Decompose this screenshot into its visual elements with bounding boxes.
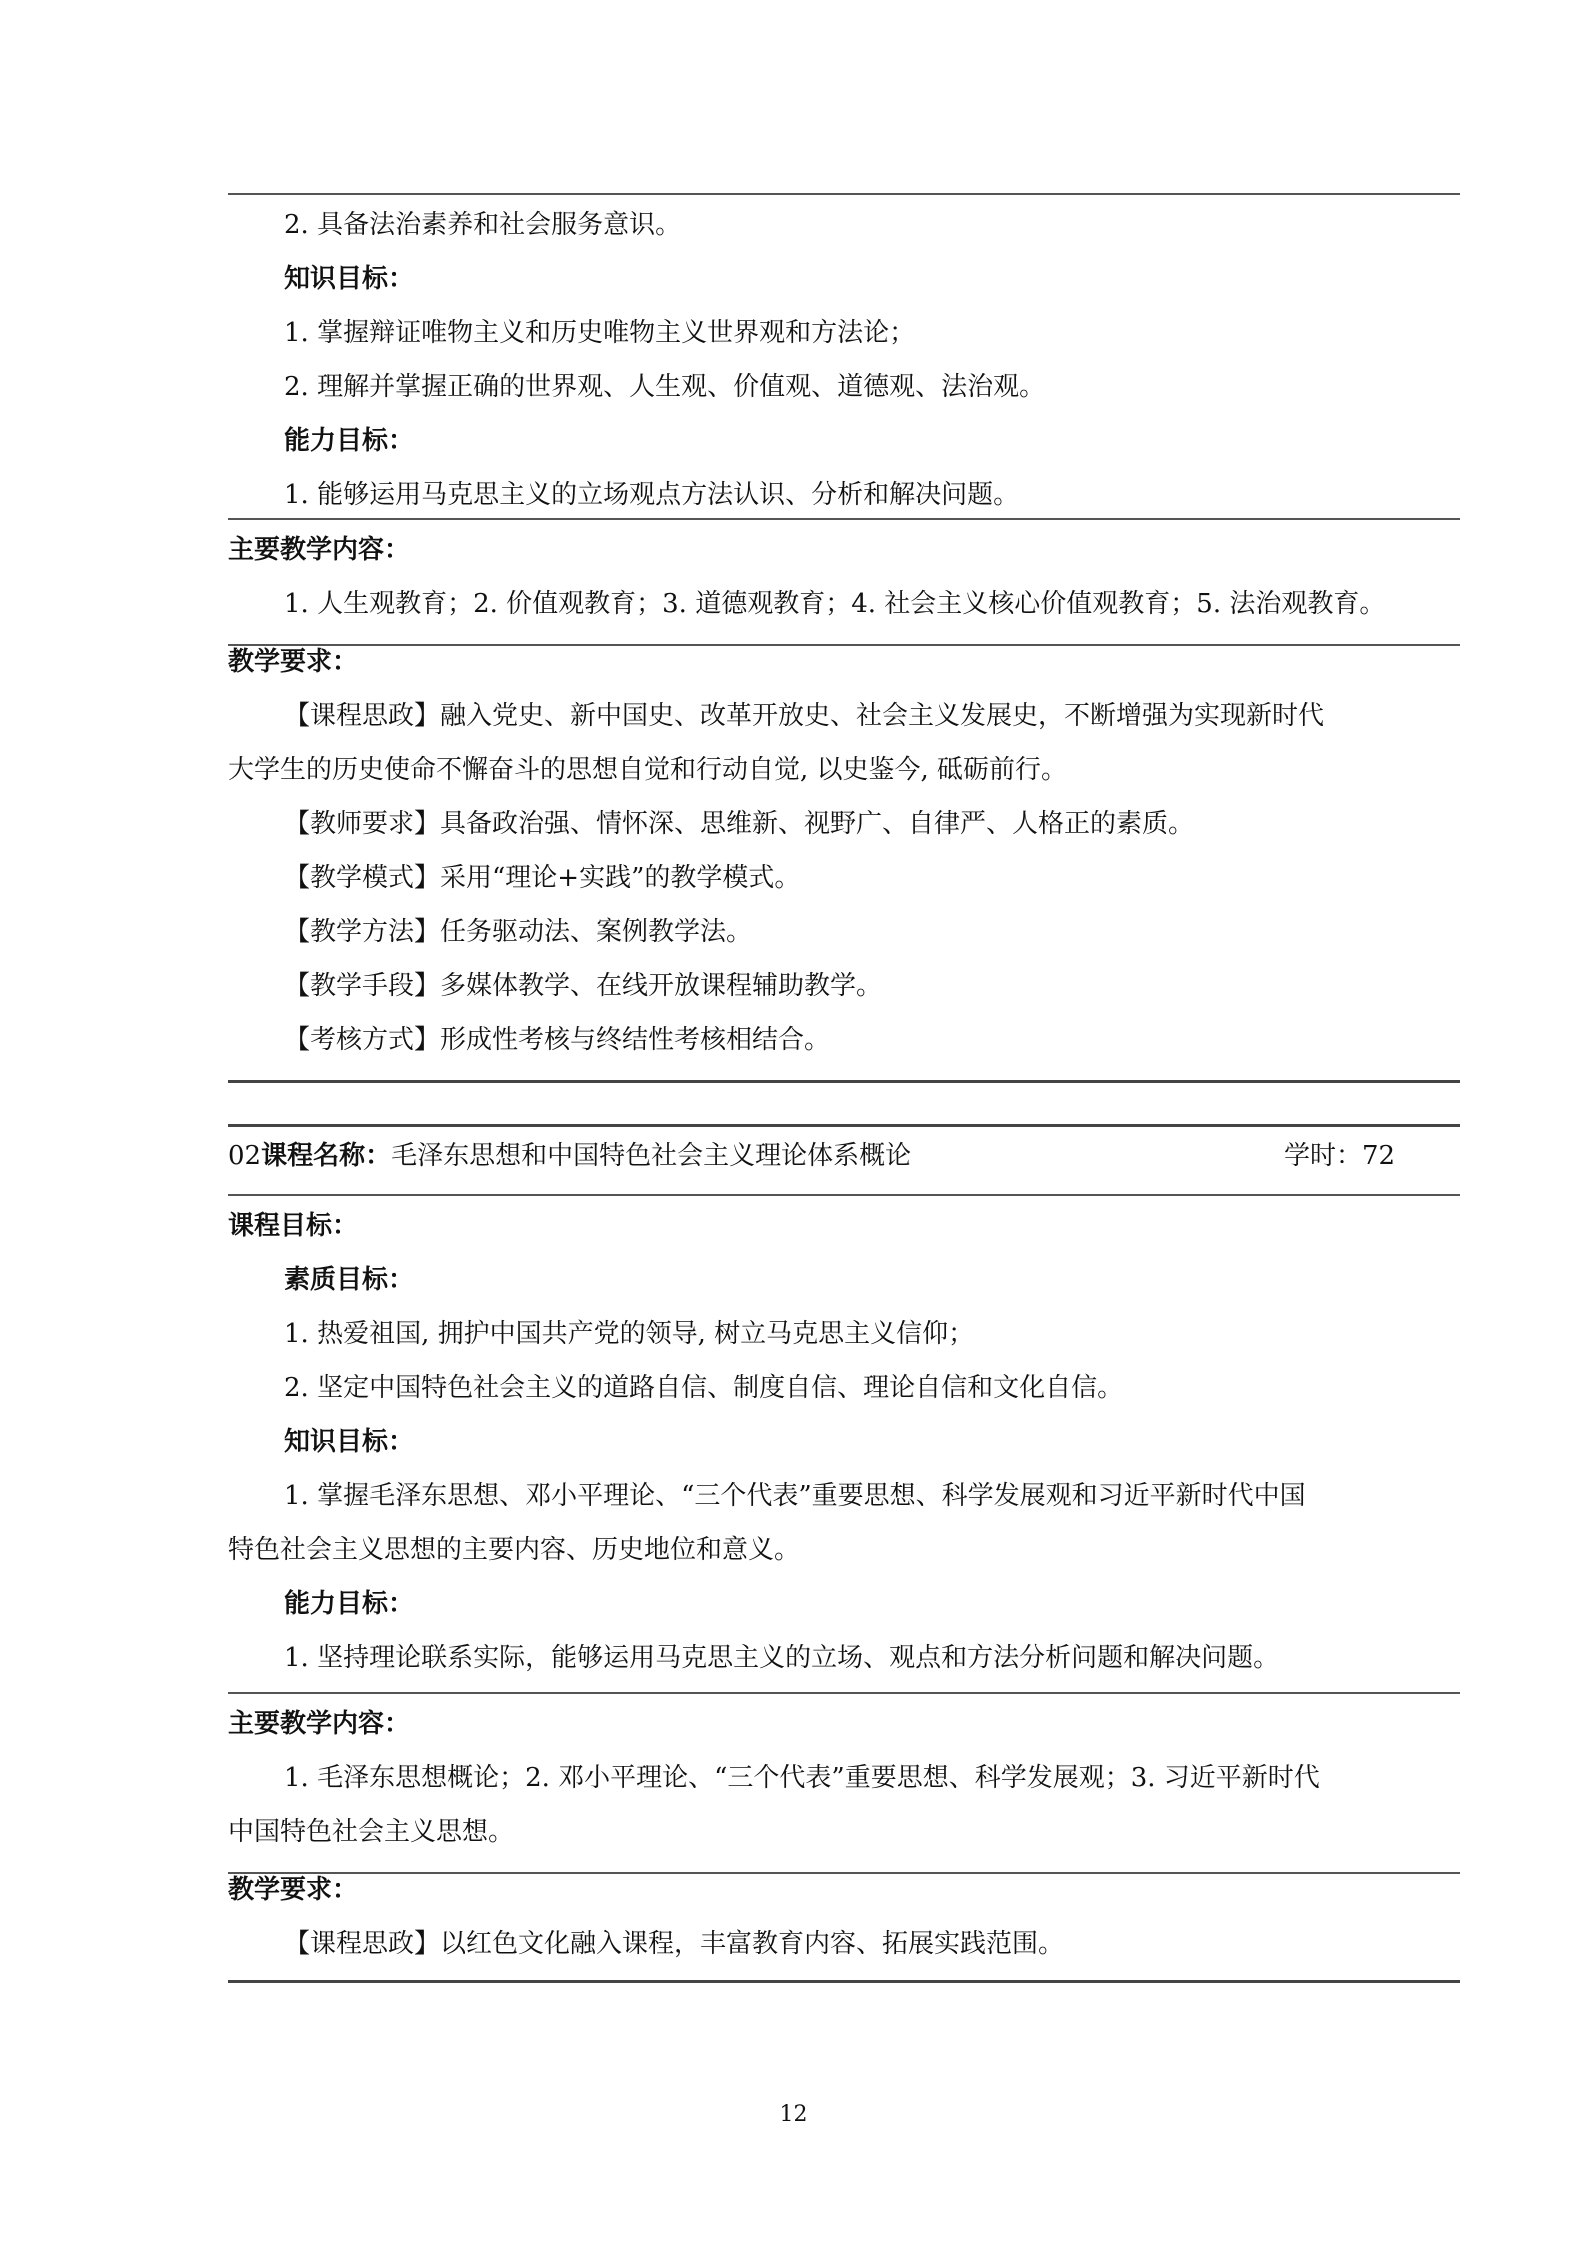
section-divider xyxy=(228,1692,1460,1694)
quality-goal-item: 1. 热爱祖国, 拥护中国共产党的领导, 树立马克思主义信仰； xyxy=(284,1319,975,1349)
ideology-requirement: 【课程思政】融入党史、新中国史、改革开放史、社会主义发展史，不断增强为实现新时代 xyxy=(284,701,1325,731)
main-content-text: 1. 人生观教育；2. 价值观教育；3. 道德观教育；4. 社会主义核心价值观教育；5. 法治观教育。 xyxy=(284,589,1386,619)
knowledge-goal-item: 2. 理解并掌握正确的世界观、人生观、价值观、道德观、法治观。 xyxy=(284,372,1046,402)
table-bottom-border xyxy=(228,1980,1460,1983)
section-divider xyxy=(228,1194,1460,1196)
knowledge-goal-item: 1. 掌握毛泽东思想、邓小平理论、“三个代表”重要思想、科学发展观和习近平新时代中国 xyxy=(284,1481,1306,1511)
teaching-requirements-heading: 教学要求： xyxy=(228,647,359,677)
ideology-requirement-continued: 大学生的历史使命不懈奋斗的思想自觉和行动自觉, 以史鉴今, 砥砺前行。 xyxy=(228,755,1068,785)
knowledge-goals-heading: 知识目标： xyxy=(284,1427,415,1457)
section-divider xyxy=(228,518,1460,520)
assessment-method: 【考核方式】形成性考核与终结性考核相结合。 xyxy=(284,1025,831,1055)
knowledge-goals-heading: 知识目标： xyxy=(284,264,415,294)
course-hours xyxy=(1284,1138,1395,1174)
quality-goals-heading: 素质目标： xyxy=(284,1265,415,1295)
knowledge-goal-item-continued: 特色社会主义思想的主要内容、历史地位和意义。 xyxy=(228,1535,801,1565)
quality-goal-item: 2. 具备法治素养和社会服务意识。 xyxy=(284,210,682,240)
ability-goals-heading: 能力目标： xyxy=(284,1589,415,1619)
main-content-heading: 主要教学内容： xyxy=(228,1709,411,1739)
course-name: 毛泽东思想和中国特色社会主义理论体系概论 xyxy=(391,1141,912,1171)
main-content-text: 1. 毛泽东思想概论；2. 邓小平理论、“三个代表”重要思想、科学发展观；3. 习近平新时代 xyxy=(284,1763,1320,1793)
table-top-border xyxy=(228,1124,1460,1127)
ability-goal-item: 1. 能够运用马克思主义的立场观点方法认识、分析和解决问题。 xyxy=(284,480,1020,510)
teaching-requirements-heading: 教学要求： xyxy=(228,1875,359,1905)
ability-goal-item: 1. 坚持理论联系实际，能够运用马克思主义的立场、观点和方法分析问题和解决问题。 xyxy=(284,1643,1280,1673)
teaching-mode: 【教学模式】采用“理论+实践”的教学模式。 xyxy=(284,863,801,893)
ability-goals-heading: 能力目标： xyxy=(284,426,415,456)
page-number: 12 xyxy=(779,2102,808,2127)
course-name-label: 课程名称： xyxy=(261,1141,392,1171)
teacher-requirement: 【教师要求】具备政治强、情怀深、思维新、视野广、自律严、人格正的素质。 xyxy=(284,809,1195,839)
ideology-requirement: 【课程思政】以红色文化融入课程，丰富教育内容、拓展实践范围。 xyxy=(284,1929,1065,1959)
teaching-method: 【教学方法】任务驱动法、案例教学法。 xyxy=(284,917,753,947)
main-content-heading: 主要教学内容： xyxy=(228,535,411,565)
quality-goal-item: 2. 坚定中国特色社会主义的道路自信、制度自信、理论自信和文化自信。 xyxy=(284,1373,1124,1403)
hours-label: 学时： xyxy=(1284,1141,1363,1171)
course-number: 02 xyxy=(228,1141,262,1171)
main-content-text-continued: 中国特色社会主义思想。 xyxy=(228,1817,515,1847)
table-bottom-border xyxy=(228,1080,1460,1083)
section-divider xyxy=(228,193,1460,195)
knowledge-goal-item: 1. 掌握辩证唯物主义和历史唯物主义世界观和方法论； xyxy=(284,318,916,348)
teaching-means: 【教学手段】多媒体教学、在线开放课程辅助教学。 xyxy=(284,971,883,1001)
course-goals-heading: 课程目标： xyxy=(228,1211,359,1241)
course-name-line xyxy=(228,1138,1460,1174)
hours-value: 72 xyxy=(1362,1141,1396,1171)
